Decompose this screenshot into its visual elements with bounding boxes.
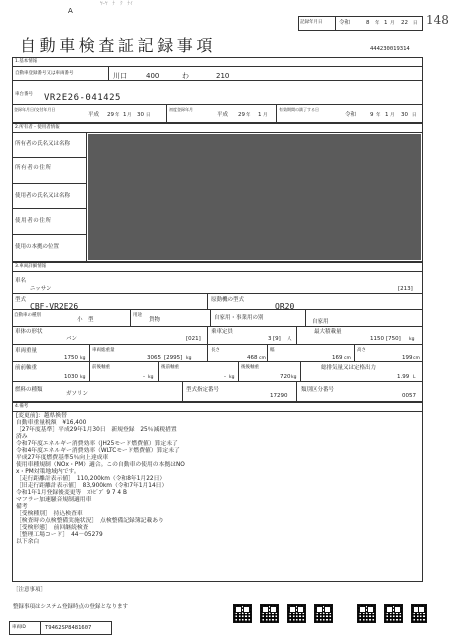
category-label: 自動車の種別 xyxy=(14,313,41,318)
remark-line: 平成27年度燃費基準5％向上達成車 xyxy=(16,455,109,461)
maxload-extra: [750] xyxy=(386,336,401,342)
model-label: 型式 xyxy=(15,297,27,303)
remark-line: ［検査時の点検整備実施状況］ 点検整備記録簿記載あり xyxy=(16,518,164,524)
qr-code-7 xyxy=(411,604,427,623)
fuel-value: ガソリン xyxy=(66,391,89,397)
capacity-extra: [9] xyxy=(273,336,281,342)
maxload-value: 1150 xyxy=(370,336,384,342)
first-year-year: 29 xyxy=(238,112,245,118)
remark-line: 以下余白 xyxy=(16,539,40,545)
first-year-label: 初度登録年月 xyxy=(169,107,193,112)
qr-code-4 xyxy=(314,604,333,623)
base-location-label: 使用の本拠の位置 xyxy=(15,244,60,250)
engine-label: 原動機の型式 xyxy=(211,297,245,303)
category-value: 小 型 xyxy=(77,317,94,323)
reg-region: 川口 xyxy=(113,72,127,80)
expiry-label: 有効期間の満了する日 xyxy=(279,107,319,112)
use-label: 用途 xyxy=(133,313,142,318)
document-title: 自動車検査証記録事項 xyxy=(20,36,217,55)
type-no-label: 型式指定番号 xyxy=(186,387,220,393)
record-date-era: 令和 xyxy=(339,20,351,26)
weight-value: 1750 xyxy=(64,355,78,361)
chassis-value: VR2E26-041425 xyxy=(44,93,121,103)
qr-code-5 xyxy=(357,604,376,623)
user-name-label: 使用者の氏名又は名称 xyxy=(15,193,71,199)
remark-line: 備考 xyxy=(16,504,28,510)
remark-line: 自動車重量税額 ¥16,400 xyxy=(16,420,87,426)
notes-heading: ［注意事項］ xyxy=(13,587,47,593)
remark-line: ［27年度基準］平成29年1月30日 新規登録 25％減税措置 xyxy=(16,427,177,433)
chassis-label: 車台番号 xyxy=(15,92,33,97)
length-value: 468 xyxy=(247,355,258,361)
remark-line: 済み xyxy=(16,434,28,440)
length-label: 長さ xyxy=(211,348,220,353)
redacted-personal-info xyxy=(88,134,421,260)
height-label: 高さ xyxy=(357,348,366,353)
body-code: [021] xyxy=(186,336,201,342)
remark-line: ［受検形態］ 前回継続検査 xyxy=(16,525,89,531)
model-value: CBF-VR2E26 xyxy=(30,302,79,311)
expiry-month: 1 xyxy=(385,112,389,118)
qr-code-2 xyxy=(260,604,279,623)
first-reg-label: 登録年月日/交付年月日 xyxy=(14,107,56,112)
first-reg-year: 29 xyxy=(107,112,114,118)
maxload-label: 最大積載量 xyxy=(314,329,342,335)
remark-line: 使用車種規制（NOx・PM）適合。この自動車の使用の本拠はNO xyxy=(16,462,185,468)
reg-kana: わ xyxy=(182,72,189,80)
first-reg-month: 1 xyxy=(123,112,127,118)
rf-value: - xyxy=(224,374,226,380)
capacity-value: 3 xyxy=(268,336,272,342)
class-no-value: 0057 xyxy=(402,393,416,399)
remark-line: 令和1年1月登録後変更等 ｽﾄﾋﾞﾌﾞ 9 7 4 B xyxy=(16,490,127,496)
expiry-year: 9 xyxy=(370,112,374,118)
gross-extra: [2995] xyxy=(164,355,183,361)
private-label: 自家用・事業用の別 xyxy=(214,315,264,321)
qr-code-6 xyxy=(384,604,403,623)
displacement-value: 1.99 xyxy=(397,374,410,380)
first-year-month: 1 xyxy=(258,112,262,118)
gross-value: 3065 xyxy=(147,355,161,361)
remark-line: ［走行距離計表示値］ 110,200km（令和8年1月22日） xyxy=(16,476,166,482)
remark-line: ［受検種別］ 持込検査車 xyxy=(16,511,83,517)
ff-label: 前前軸重 xyxy=(15,365,38,371)
width-label: 幅 xyxy=(270,348,275,353)
record-date-day: 22 xyxy=(401,20,408,26)
section3-heading: 3.車両詳細情報 xyxy=(15,264,47,269)
section4-heading: 4.備考 xyxy=(15,404,29,409)
reg-label: 自動車登録番号又は車両番号 xyxy=(15,71,74,76)
section1-heading: 1.基本情報 xyxy=(15,59,38,64)
pencil-mark: ﾔｰﾔ ﾅ ｸ ﾅｲ xyxy=(100,1,133,7)
rf-label: 後前軸重 xyxy=(161,365,179,370)
rr-label: 後後軸重 xyxy=(241,365,259,370)
notes-text: 整録事項はシステム登録時点の登録となります xyxy=(13,604,128,610)
fr-label: 前後軸重 xyxy=(92,365,110,370)
private-value: 自家用 xyxy=(312,319,329,325)
engine-value: QR20 xyxy=(275,302,295,311)
fuel-label: 燃料の種類 xyxy=(15,387,43,393)
qr-code-1 xyxy=(233,604,252,623)
reg-number: 210 xyxy=(216,72,230,80)
type-no-value: 17290 xyxy=(270,393,288,399)
owner-address-label: 所有者の住所 xyxy=(15,165,52,171)
remark-line: マフラー加速騒音規制適用車 xyxy=(16,497,92,503)
qr-code-3 xyxy=(287,604,306,623)
corner-mark: A xyxy=(68,7,73,15)
ff-value: 1030 xyxy=(64,374,78,380)
record-date-year: 8 xyxy=(366,20,370,26)
expiry-day: 30 xyxy=(401,112,408,118)
user-address-label: 使用者の住所 xyxy=(15,218,52,224)
handwritten-number: 148 xyxy=(426,13,449,27)
remark-line: ［整理工場コード］ 44－05279 xyxy=(16,532,103,538)
reg-class: 400 xyxy=(146,72,160,80)
owner-name-label: 所有者の氏名又は名称 xyxy=(15,141,71,147)
remark-line: [変更前]：越県換替 xyxy=(16,413,67,419)
displacement-label: 総排気量又は定格出力 xyxy=(321,365,377,371)
maker-value: ニッサン xyxy=(30,286,52,292)
class-no-label: 類別区分番号 xyxy=(301,387,335,393)
car-id-label: 車両ID xyxy=(12,625,26,630)
expiry-era: 令和 xyxy=(345,112,357,118)
use-value: 貨物 xyxy=(149,317,161,323)
capacity-label: 乗車定員 xyxy=(211,329,234,335)
record-date-label: 記録年月日 xyxy=(300,20,323,25)
remark-line: x・PM対策地域内です。 xyxy=(16,469,80,475)
width-value: 169 xyxy=(332,355,343,361)
maker-label: 車名 xyxy=(15,278,27,284)
car-id-value: T9462SP8481607 xyxy=(45,625,92,631)
rr-value: 720 xyxy=(280,374,291,380)
first-year-era: 平成 xyxy=(217,112,229,118)
first-reg-day: 30 xyxy=(137,112,144,118)
document-serial: 444230019314 xyxy=(370,46,410,52)
body-label: 車体の形状 xyxy=(15,329,43,335)
fr-value: - xyxy=(143,374,145,380)
body-value: バン xyxy=(66,336,78,342)
gross-label: 車両総重量 xyxy=(92,348,115,353)
remark-line: 令和7年度エネルギー消費効率（JH25モード燃費値）算定未了 xyxy=(16,441,178,447)
remark-line: ［旧走行距離計表示値］ 83,900km（令和7年1月14日） xyxy=(16,483,168,489)
weight-label: 車両重量 xyxy=(15,348,38,354)
remark-line: 令和4年度エネルギー消費効率（WLTCモード燃費値）算定未了 xyxy=(16,448,180,454)
maker-code: [213] xyxy=(398,286,413,292)
section2-heading: 2.所有者・使用者情報 xyxy=(15,125,60,130)
record-date-month: 1 xyxy=(384,20,388,26)
first-reg-era: 平成 xyxy=(88,112,100,118)
height-value: 199 xyxy=(402,355,413,361)
